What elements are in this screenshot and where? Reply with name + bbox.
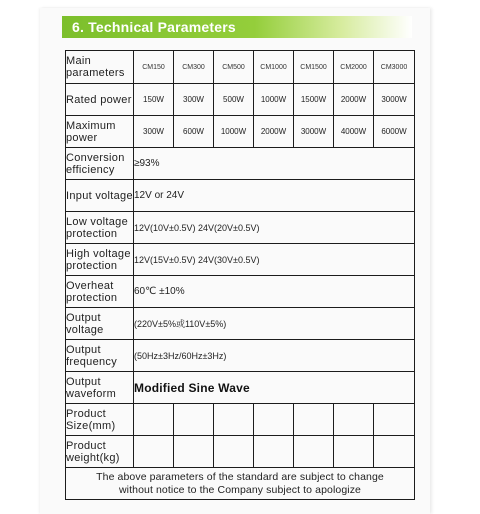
row-product-size <box>66 404 415 436</box>
rated-power-value: 3000W <box>374 84 415 116</box>
output-voltage-value: (220V±5%或110V±5%) <box>134 308 415 340</box>
row-maximum-power <box>66 116 415 148</box>
product-weight-cell <box>294 436 334 468</box>
overheat-protection-label: Overheat protection <box>66 276 134 308</box>
rated-power-value: 150W <box>134 84 174 116</box>
maximum-power-value: 2000W <box>254 116 294 148</box>
rated-power-value: 1500W <box>294 84 334 116</box>
low-voltage-protection-label: Low voltage protection <box>66 212 134 244</box>
product-size-cell <box>294 404 334 436</box>
model-cell: CM3000 <box>374 51 415 84</box>
product-size-cell <box>134 404 174 436</box>
maximum-power-label: Maximum power <box>66 116 134 148</box>
section-title: 6. Technical Parameters <box>72 19 236 35</box>
rated-power-value: 2000W <box>334 84 374 116</box>
product-size-cell <box>254 404 294 436</box>
footnote <box>66 468 415 500</box>
product-weight-cell <box>174 436 214 468</box>
row-output-voltage <box>66 308 415 340</box>
row-product-weight <box>66 436 415 468</box>
maximum-power-value: 600W <box>174 116 214 148</box>
row-conversion-efficiency <box>66 148 415 180</box>
model-cell: CM2000 <box>334 51 374 84</box>
input-voltage-value: 12V or 24V <box>134 180 415 212</box>
product-weight-cell <box>214 436 254 468</box>
product-weight-cell <box>334 436 374 468</box>
row-input-voltage <box>66 180 415 212</box>
maximum-power-value: 6000W <box>374 116 415 148</box>
product-size-cell <box>374 404 415 436</box>
rated-power-value: 1000W <box>254 84 294 116</box>
maximum-power-value: 4000W <box>334 116 374 148</box>
maximum-power-value: 1000W <box>214 116 254 148</box>
technical-parameters-table <box>65 50 415 500</box>
input-voltage-label: Input voltage <box>66 180 134 212</box>
output-frequency-value: (50Hz±3Hz/60Hz±3Hz) <box>134 340 415 372</box>
rated-power-value: 500W <box>214 84 254 116</box>
product-weight-label: Product weight(kg) <box>66 436 134 468</box>
footnote-line: The above parameters of the standard are subject to change <box>96 470 384 483</box>
product-size-cell <box>174 404 214 436</box>
footnote-line: without notice to the Company subject to apologize <box>119 483 361 496</box>
row-low-voltage-protection <box>66 212 415 244</box>
high-voltage-protection-value: 12V(15V±0.5V) 24V(30V±0.5V) <box>134 244 415 276</box>
product-size-label: Product Size(mm) <box>66 404 134 436</box>
maximum-power-value: 300W <box>134 116 174 148</box>
output-waveform-value: Modified Sine Wave <box>134 372 415 404</box>
row-high-voltage-protection <box>66 244 415 276</box>
maximum-power-value: 3000W <box>294 116 334 148</box>
model-cell: CM500 <box>214 51 254 84</box>
model-cell: CM150 <box>134 51 174 84</box>
rated-power-value: 300W <box>174 84 214 116</box>
output-waveform-label: Output waveform <box>66 372 134 404</box>
model-cell: CM1500 <box>294 51 334 84</box>
model-cell: CM300 <box>174 51 214 84</box>
rated-power-label: Rated power <box>66 84 134 116</box>
overheat-protection-value: 60℃ ±10% <box>134 276 415 308</box>
product-weight-cell <box>134 436 174 468</box>
product-size-cell <box>334 404 374 436</box>
conversion-efficiency-label: Conversion efficiency <box>66 148 134 180</box>
row-overheat-protection <box>66 276 415 308</box>
row-output-waveform <box>66 372 415 404</box>
low-voltage-protection-value: 12V(10V±0.5V) 24V(20V±0.5V) <box>134 212 415 244</box>
main-parameters-label: Main parameters <box>66 51 134 84</box>
model-cell: CM1000 <box>254 51 294 84</box>
output-voltage-label: Output voltage <box>66 308 134 340</box>
row-output-frequency <box>66 340 415 372</box>
row-main-parameters <box>66 51 415 84</box>
high-voltage-protection-label: High voltage protection <box>66 244 134 276</box>
row-rated-power <box>66 84 415 116</box>
product-weight-cell <box>374 436 415 468</box>
output-frequency-label: Output frequency <box>66 340 134 372</box>
row-footnote <box>66 468 415 500</box>
product-weight-cell <box>254 436 294 468</box>
conversion-efficiency-value: ≥93% <box>134 148 415 180</box>
product-size-cell <box>214 404 254 436</box>
